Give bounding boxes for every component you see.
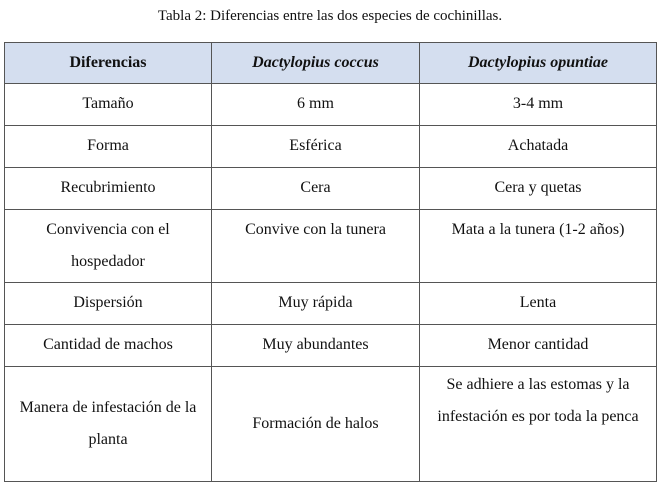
table-row	[5, 210, 657, 283]
opuntiae-value: Se adhiere a las estomas y la infestación es por toda la penca	[420, 367, 657, 482]
row-label: Forma	[5, 126, 212, 168]
coccus-value: Convive con la tunera	[212, 210, 420, 283]
row-label: Manera de infestación de la planta	[5, 367, 212, 482]
table-row	[5, 325, 657, 367]
header-dactylopius-coccus: Dactylopius coccus	[212, 43, 420, 84]
table-caption: Tabla 2: Diferencias entre las dos especies de cochinillas.	[157, 8, 503, 24]
coccus-value: Cera	[212, 168, 420, 210]
row-label: Recubrimiento	[5, 168, 212, 210]
opuntiae-value: Mata a la tunera (1-2 años)	[420, 210, 657, 283]
coccus-value: Esférica	[212, 126, 420, 168]
header-differences: Diferencias	[5, 43, 212, 84]
table-row	[5, 283, 657, 325]
opuntiae-value: Achatada	[420, 126, 657, 168]
row-label: Tamaño	[5, 84, 212, 126]
opuntiae-value: Lenta	[420, 283, 657, 325]
coccus-value: Muy abundantes	[212, 325, 420, 367]
table-row	[5, 126, 657, 168]
table-row	[5, 84, 657, 126]
table-row	[5, 168, 657, 210]
differences-table	[4, 42, 657, 482]
opuntiae-value: 3-4 mm	[420, 84, 657, 126]
row-label: Dispersión	[5, 283, 212, 325]
coccus-value: Muy rápida	[212, 283, 420, 325]
opuntiae-value: Menor cantidad	[420, 325, 657, 367]
row-label: Convivencia con el hospedador	[5, 210, 212, 283]
header-dactylopius-opuntiae: Dactylopius opuntiae	[420, 43, 657, 84]
opuntiae-value: Cera y quetas	[420, 168, 657, 210]
row-label: Cantidad de machos	[5, 325, 212, 367]
header-row	[5, 43, 657, 84]
table-row	[5, 367, 657, 482]
coccus-value: 6 mm	[212, 84, 420, 126]
coccus-value: Formación de halos	[212, 367, 420, 482]
